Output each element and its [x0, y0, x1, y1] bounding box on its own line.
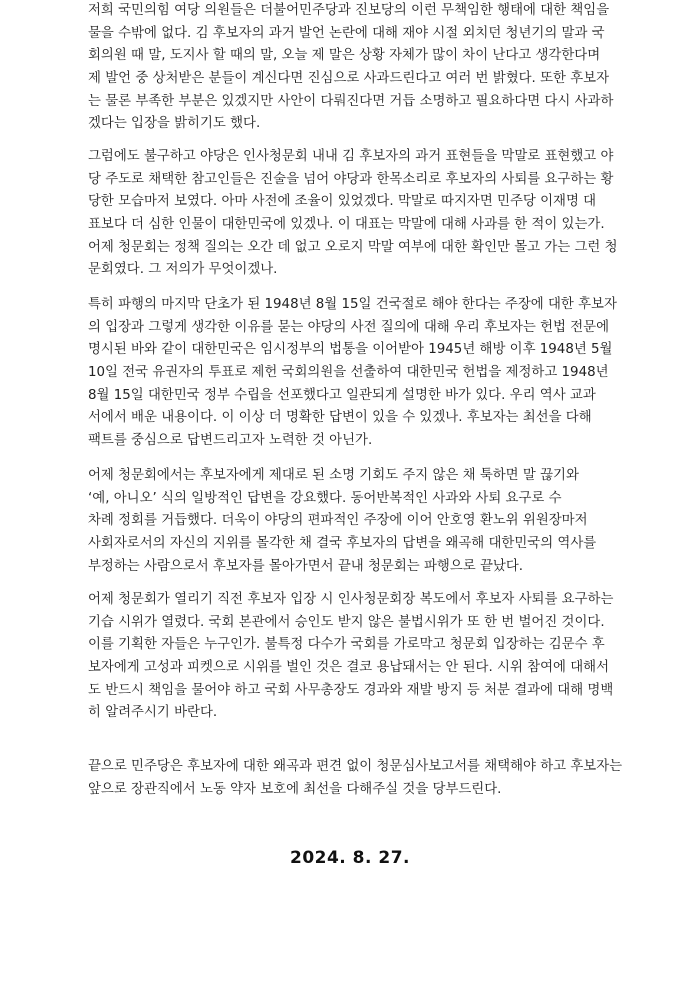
- text-line: 그럼에도 불구하고 야당은 인사청문회 내내 김 후보자의 과거 표현들을 막말로 표현했고 야: [88, 149, 614, 164]
- text-line: 히 알려주시기 바란다.: [88, 705, 218, 721]
- text-line: 의 입장과 그렇게 생각한 이유를 묻는 야당의 사전 질의에 대해 우리 후보자는 헌법 전문에: [88, 319, 610, 335]
- text-line: 명시된 바와 같이 대한민국은 임시정부의 법통을 이어받아 1945년 해방 이후 1948년 5월: [88, 342, 613, 358]
- text-line: 저희 국민의힘 여당 의원들은 더불어민주당과 진보당의 이런 무책임한 행태에 대한 책임을: [88, 3, 610, 18]
- text-line: 물을 수밖에 없다. 김 후보자의 과거 발언 논란에 대해 재야 시절 외치던 청년기의 말과 국: [88, 25, 605, 41]
- text-line: 부정하는 사람으로서 후보자를 몰아가면서 끝내 청문회는 파행으로 끝났다.: [88, 558, 524, 574]
- text-line: 회의원 때 말, 도지사 할 때의 말, 오늘 제 말은 상황 자체가 많이 차이 난다고 생각한다며: [88, 48, 601, 64]
- text-line: 끝으로 민주당은 후보자에 대한 왜곡과 편견 없이 청문심사보고서를 채택해야 하고 후보자는: [88, 759, 623, 774]
- text-line: 어제 청문회가 열리기 직전 후보자 입장 시 인사청문회장 복도에서 후보자 사퇴를 요구하는: [88, 592, 614, 607]
- text-line: 문회였다. 그 저의가 무엇이겠나.: [88, 262, 278, 278]
- text-line: 제 발언 중 상처받은 분들이 계신다면 진심으로 사과드린다고 여러 번 밝혔다. 또한 후보자: [88, 71, 610, 87]
- text-line: 사회자로서의 자신의 지위를 몰각한 채 결국 후보자의 답변을 왜곡해 대한민국의 역사를: [88, 536, 597, 552]
- text-line: 이를 기획한 자들은 누구인가. 불특정 다수가 국회를 가로막고 청문회 입장하는 김문수 후: [88, 637, 605, 653]
- text-line: 서에서 배운 내용이다. 이 이상 더 명확한 답변이 있을 수 있겠나. 후보자는 최선을 다해: [88, 410, 592, 426]
- text-line: 8월 15일 대한민국 정부 수립을 선포했다고 일관되게 설명한 바가 있다. 우리 역사 교과: [88, 387, 596, 403]
- text-line: 는 물론 부족한 부분은 있겠지만 사안이 다뤄진다면 거듭 소명하고 필요하다면 다시 사과하: [88, 93, 614, 109]
- paragraph: [88, 0, 613, 136]
- paragraph: [88, 146, 618, 282]
- text-line: 보자에게 고성과 피켓으로 시위를 벌인 것은 결코 용납돼서는 안 된다. 시위 참여에 대해서: [88, 660, 610, 676]
- paragraph: [88, 756, 622, 801]
- text-line: ‘예, 아니오’ 식의 일방적인 답변을 강요했다. 동어반복적인 사과와 사퇴 요구로 수: [88, 490, 562, 506]
- text-line: 특히 파행의 마지막 단초가 된 1948년 8월 15일 건국절로 해야 한다는 주장에 대한 후보자: [88, 297, 617, 312]
- text-line: 팩트를 중심으로 답변드리고자 노력한 것 아닌가.: [88, 433, 373, 449]
- paragraph: [88, 294, 617, 453]
- paragraph: [88, 589, 613, 725]
- text-line: 겠다는 입장을 밝히기도 했다.: [88, 116, 261, 132]
- text-line: 표보다 더 심한 인물이 대한민국에 있겠나. 이 대표는 막말에 대해 사과를 한 적이 있는가.: [88, 217, 605, 233]
- paragraph: [88, 465, 596, 578]
- text-line: 기습 시위가 열렸다. 국회 본관에서 승인도 받지 않은 불법시위가 또 한 번 벌어진 것이다.: [88, 614, 605, 630]
- text-line: 10일 전국 유권자의 투표로 제헌 국회의원을 선출하여 대한민국 헌법을 제정하고 1948년: [88, 365, 609, 381]
- text-line: 차례 정회를 거듭했다. 더욱이 야당의 편파적인 주장에 이어 안호영 환노위 위원장마저: [88, 513, 588, 529]
- text-line: 어제 청문회는 정책 질의는 오간 데 없고 오로지 막말 여부에 대한 확인만 몰고 가는 그런 청: [88, 239, 618, 255]
- text-line: 당 주도로 채택한 참고인들은 진술을 넘어 야당과 한목소리로 후보자의 사퇴를 요구하는 황: [88, 171, 614, 187]
- text-line: 앞으로 장관직에서 노동 약자 보호에 최선을 다해주실 것을 당부드린다.: [88, 781, 502, 797]
- text-line: 도 반드시 책임을 물어야 하고 국회 사무총장도 경과와 재발 방지 등 처분 결과에 대해 명백: [88, 682, 614, 698]
- text-line: 당한 모습마저 보였다. 아마 사전에 조율이 있었겠다. 막말로 따지자면 민주당 이재명 대: [88, 194, 597, 210]
- text-line: 어제 청문회에서는 후보자에게 제대로 된 소명 기회도 주지 않은 채 툭하면 말 끊기와: [88, 468, 579, 483]
- document-date: 2024. 8. 27.: [289, 848, 410, 868]
